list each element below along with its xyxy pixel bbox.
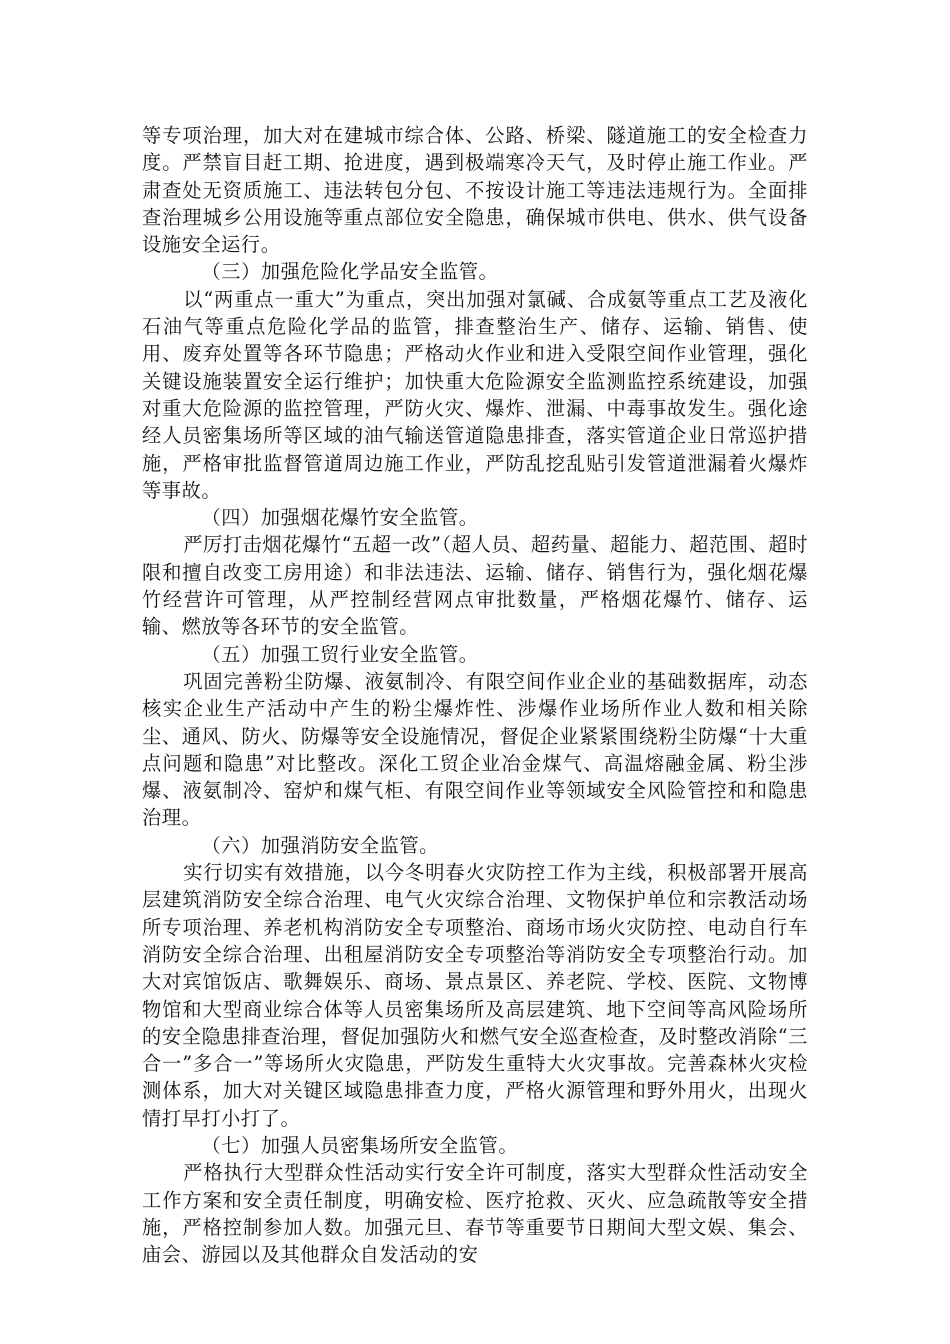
paragraph-continuation: 等专项治理，加大对在建城市综合体、公路、桥梁、隧道施工的安全检查力度。严禁盲目赶工期、抢进度，遇到极端寒冷天气，及时停止施工作业。严肃查处无资质施工、违法转包分包、不按设计施工等违法违规行为。全面排查治理城乡公用设施等重点部位安全隐患，确保城市供电、供水、供气设备设施安全运行。: [142, 124, 808, 257]
section-heading-4: （四）加强烟花爆竹安全监管。: [201, 506, 479, 530]
section-heading-5: （五）加强工贸行业安全监管。: [201, 642, 479, 666]
section-heading-6: （六）加强消防安全监管。: [201, 833, 439, 857]
paragraph-industry-trade: 巩固完善粉尘防爆、液氨制冷、有限空间作业企业的基础数据库，动态核实企业生产活动中产生的粉尘爆炸性、涉爆作业场所作业人数和相关除尘、通风、防火、防爆等安全设施情况，督促企业紧紧围绕粉尘防爆“十大重点问题和隐患”对比整改。深化工贸企业冶金煤气、高温熔融金属、粉尘涉爆、液氨制冷、窑炉和煤气柜、有限空间作业等领域安全风险管控和和隐患治理。: [142, 669, 808, 830]
section-heading-7: （七）加强人员密集场所安全监管。: [201, 1133, 519, 1157]
document-body: [142, 122, 808, 1268]
paragraph-crowded-places: 严格执行大型群众性活动实行安全许可制度，落实大型群众性活动安全工作方案和安全责任制度，明确安检、医疗抢救、灭火、应急疏散等安全措施，严格控制参加人数。加强元旦、春节等重要节日期间大型文娱、集会、庙会、游园以及其他群众自发活动的安: [142, 1161, 808, 1267]
paragraph-hazardous-chemicals: 以“两重点一重大”为重点，突出加强对氯碱、合成氨等重点工艺及液化石油气等重点危险化学品的监管，排查整治生产、储存、运输、销售、使用、废弃处置等各环节隐患；严格动火作业和进入受限空间作业管理，强化关键设施装置安全运行维护；加快重大危险源安全监测监控系统建设，加强对重大危险源的监控管理，严防火灾、爆炸、泄漏、中毒事故发生。强化途经人员密集场所等区域的油气输送管道隐患排查，落实管道企业日常巡护措施，严格审批监督管道周边施工作业，严防乱挖乱贴引发管道泄漏着火爆炸等事故。: [142, 287, 808, 502]
section-heading-3: （三）加强危险化学品安全监管。: [201, 260, 499, 284]
paragraph-fireworks: 严厉打击烟花爆竹“五超一改”（超人员、超药量、超能力、超范围、超时限和擅自改变工房用途）和非法违法、运输、储存、销售行为，强化烟花爆竹经营许可管理，从严控制经营网点审批数量，严格烟花爆竹、储存、运输、燃放等各环节的安全监管。: [142, 533, 808, 639]
paragraph-fire-safety: 实行切实有效措施，以今冬明春火灾防控工作为主线，积极部署开展高层建筑消防安全综合治理、电气火灾综合治理、文物保护单位和宗教活动场所专项治理、养老机构消防安全专项整治、商场市场火灾防控、电动自行车消防安全综合治理、出租屋消防安全专项整治等消防安全专项整治行动。加大对宾馆饭店、歌舞娱乐、商场、景点景区、养老院、学校、医院、文物博物馆和大型商业综合体等人员密集场所及高层建筑、地下空间等高风险场所的安全隐患排查治理，督促加强防火和燃气安全巡查检查，及时整改消除“三合一”多合一”等场所火灾隐患，严防发生重特大火灾事故。完善森林火灾检测体系，加大对关键区域隐患排查力度，严格火源管理和野外用火，出现火情打早打小打了。: [142, 861, 808, 1130]
